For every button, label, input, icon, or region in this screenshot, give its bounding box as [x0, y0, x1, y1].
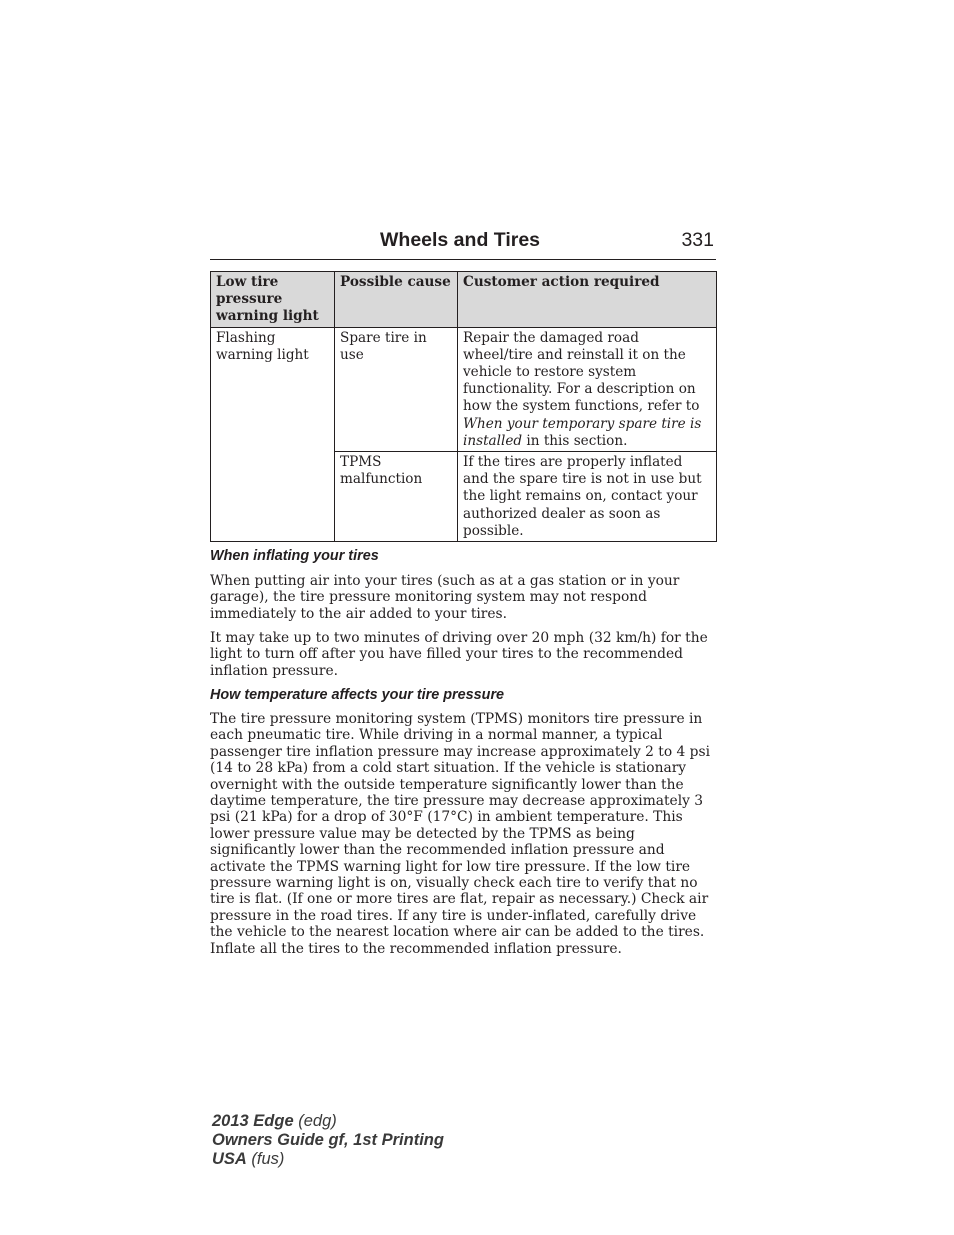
section-title: Wheels and Tires: [380, 229, 541, 251]
section-heading-inflating: When inflating your tires: [210, 548, 379, 564]
paragraph: The tire pressure monitoring system (TPMS) monitors tire pressure in each pneumatic tire. While driving in a normal manner, a typical passenger tire inflation pressure may increase approximately 2 to 4 psi (14 to 28 kPa) from a cold start situation. If the vehicle is stationary overnight with the outside temperature significantly lower than the daytime temperature, the tire pressure may decrease approximately 3 psi (21 kPa) for a drop of 30°F (17°C) in ambient temperature. This lower pressure value may be detected by the TPMS as being significantly lower than the recommended inflation pressure and activate the TPMS warning light for low tire pressure. If the low tire pressure warning light is on, visually check each tire to verify that no tire is flat. (If one or more tires are flat, repair as necessary.) Check air pressure in the road tires. If any tire is under-inflated, carefully drive the vehicle to the nearest location where air can be added to the tires. Inflate all the tires to the recommended inflation pressure.: [210, 711, 711, 957]
column-header-customer-action: Customer action required: [458, 272, 717, 328]
action-cell: If the tires are properly inflated and the spare tire is not in use but the light remains on, contact your authorized dealer as soon as possible.: [458, 452, 717, 542]
table-header-row: [211, 272, 717, 328]
warning-light-table: [210, 271, 717, 542]
page-number: 331: [681, 229, 714, 251]
section-heading-temperature: How temperature affects your tire pressure: [210, 687, 505, 703]
column-header-warning-light: Low tire pressure warning light: [211, 272, 335, 328]
column-header-possible-cause: Possible cause: [335, 272, 458, 328]
footer-line-model: 2013 Edge (edg): [212, 1112, 337, 1130]
cause-cell: TPMS malfunction: [335, 452, 458, 542]
cross-reference: When your temporary spare tire is installed: [463, 415, 702, 449]
warning-light-cell: Flashing warning light: [211, 327, 335, 541]
page-header: [210, 229, 716, 260]
action-text-end: in this section.: [522, 432, 628, 449]
page-footer: [212, 1112, 444, 1169]
paragraph: When putting air into your tires (such as at a gas station or in your garage), the tire pressure monitoring system may not respond immediately to the air added to your tires.: [210, 573, 680, 622]
cause-cell: Spare tire in use: [335, 327, 458, 451]
footer-line-market: USA (fus): [212, 1150, 285, 1168]
paragraph: It may take up to two minutes of driving over 20 mph (32 km/h) for the light to turn off after you have filled your tires to the recommended inflation pressure.: [210, 630, 708, 679]
action-cell: [458, 327, 717, 451]
action-text: Repair the damaged road wheel/tire and reinstall it on the vehicle to restore system functionality. For a description on how the system functions, refer to: [463, 329, 700, 415]
table-row: [211, 327, 717, 451]
footer-line-guide: Owners Guide gf, 1st Printing: [212, 1131, 444, 1149]
